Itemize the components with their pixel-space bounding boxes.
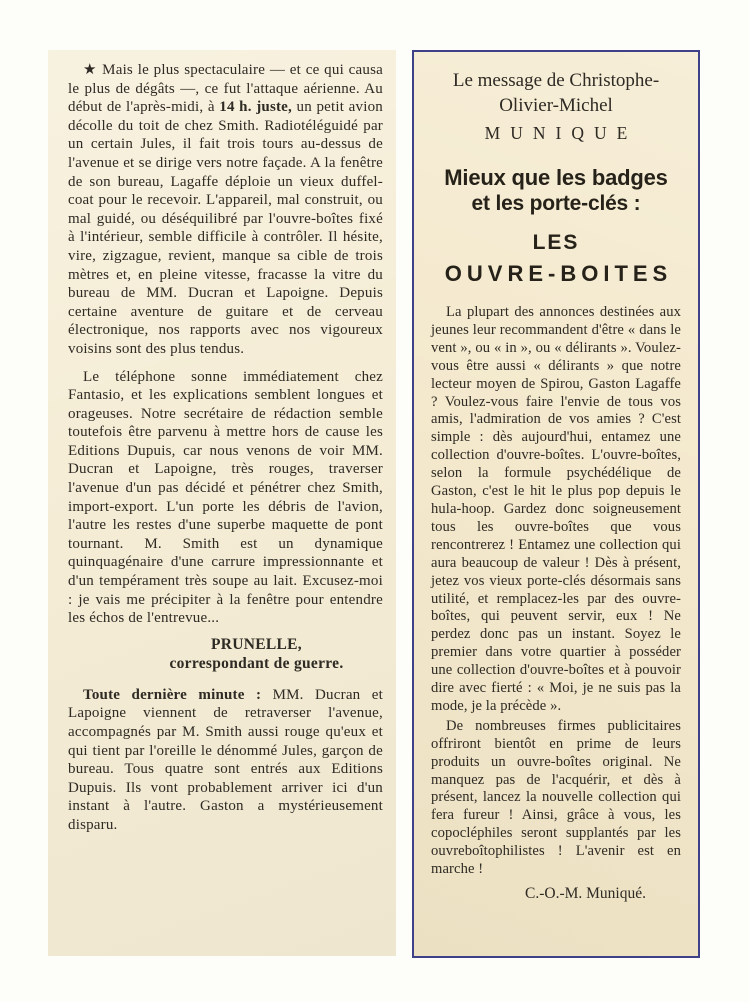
advert-paragraph-1: La plupart des annonces destinées aux jeunes leur recommandent d'être « dans le vent », ou « in », ou « délirants ». Voulez-vous être aussi « délirants » que notre lecteur moyen de Spirou, Gaston Lagaffe ? Voulez-vous faire l'envie de tous vos amis, l'admiration de vos amies ? C'est simple : dès aujourd'hui, entamez une collection d'ouvre-boîtes. L'ouvre-boîtes, selon la formule psychédélique de Gaston, c'est le hit le plus pop depuis le hula-hoop. Gardez donc soigneusement tous les ouvre-boîtes que vous rencontrerez ! Entamez une collection qui aura beaucoup de valeur ! Dès à présent, jetez vos vieux porte-clés désormais sans utilité, et remplacez-les par des ouvre-boîtes, qui peuvent servir, eux ! Ne perdez donc pas un instant. Soyez le premier dans votre quartier à posséder une collection d'ouvre-boîtes et à pouvoir dire avec fierté : « Moi, je ne suis pas la mode, je la précède ». [431,304,681,714]
article-paragraph-3-rest: MM. Ducran et Lapoigne viennent de retraverser l'avenue, accompagnés par M. Smith aussi rouge qu'eux et qui tient par l'oreille le dénommé Jules, garçon de bureau. Tous quatre sont entrés aux Editions Dupuis. Ils vont probablement arriver ici d'un instant à l'autre. Gaston a mystérieusement disparu. [68,686,383,833]
article-signature-block [68,635,383,673]
article-paragraph-3 [68,686,383,835]
signature-role: correspondant de guerre. [169,654,344,672]
article-paragraph-1-text: ★ Mais le plus spectaculaire — et ce qui causa le plus de dégâts —, ce fut l'attaque aérienne. Au début de l'après-midi, à [68,62,383,116]
advert-signature: C.-O.-M. Muniqué. [525,885,646,902]
article-paragraph-1-rest: un petit avion décolle du toit de chez Smith. Radiotéléguidé par un certain Jules, il fait trois tours au-dessus de l'avenue et se dirige vers notre façade. A la fenêtre de son bureau, Lagaffe déploie un vieux duffel-coat pour le recevoir. L'appareil, mal construit, ou mal guidé, ou déséquilibré par l'ouvre-boîtes fixé à l'intérieur, semble difficile à contrôler. Il hésite, vire, zigzague, revient, manque sa cible de trois mètres et, en pleine vitesse, fracasse la vitre du bureau de MM. Ducran et Lapoigne. Depuis certaine aventure de guitare et de cerveau électronique, nos rapports avec nos vigoureux voisins sont des plus tendus. [68,99,383,357]
advert-box [412,50,700,958]
advert-header-line-1: Le message de Christophe- [452,70,660,91]
article-paragraph-1 [68,61,383,359]
signature-name: PRUNELLE, [211,635,302,653]
advert-subhead-line-2: et les porte-clés : [471,192,641,215]
advert-subhead-line-1: Mieux que les badges [444,165,668,190]
article-paragraph-2: Le téléphone sonne immédiatement chez Fantasio, et les explications semblent longues et orageuses. Notre secrétaire de rédaction semble toutefois être parvenu à mettre hors de cause les Editions Dupuis, car nous venons de voir MM. Ducran et Lapoigne, très rouges, traverser l'avenue d'un pas décidé et pénétrer chez Smith, import-export. L'un porte les débris de l'avion, l'autre les restes d'une superbe maquette de pont tournant. M. Smith est un dynamique quinquagénaire d'une carrure impressionnante et d'un tempérament très soupe au lait. Excusez-moi : je vais me précipiter à la fenêtre pour entendre les échos de l'entrevue... [68,368,383,627]
article-paragraph-1-bold-time: 14 h. juste, [219,99,292,116]
article-paragraph-3-bold-lead: Toute dernière minute : [83,686,262,703]
advert-subhead-les: LES [532,231,580,254]
advert-header-line-2: Olivier-Michel [499,95,613,116]
advert-paragraph-2: De nombreuses firmes publicitaires offriront bientôt en prime de leurs produits un ouvre-boîtes original. Ne manquez pas de l'acquérir, et dès à présent, lancez la nouvelle collection qui fera fureur ! Ainsi, grâce à vous, les copocléphiles seront supplantés par les ouvreboîtophilistes ! L'avenir est en marche ! [431,717,681,878]
article-column [48,50,396,956]
advert-subhead-ouvre-boites: OUVRE-BOITES [444,261,673,286]
advert-body [431,304,681,879]
advert-header-munique: MUNIQUE [484,123,638,143]
